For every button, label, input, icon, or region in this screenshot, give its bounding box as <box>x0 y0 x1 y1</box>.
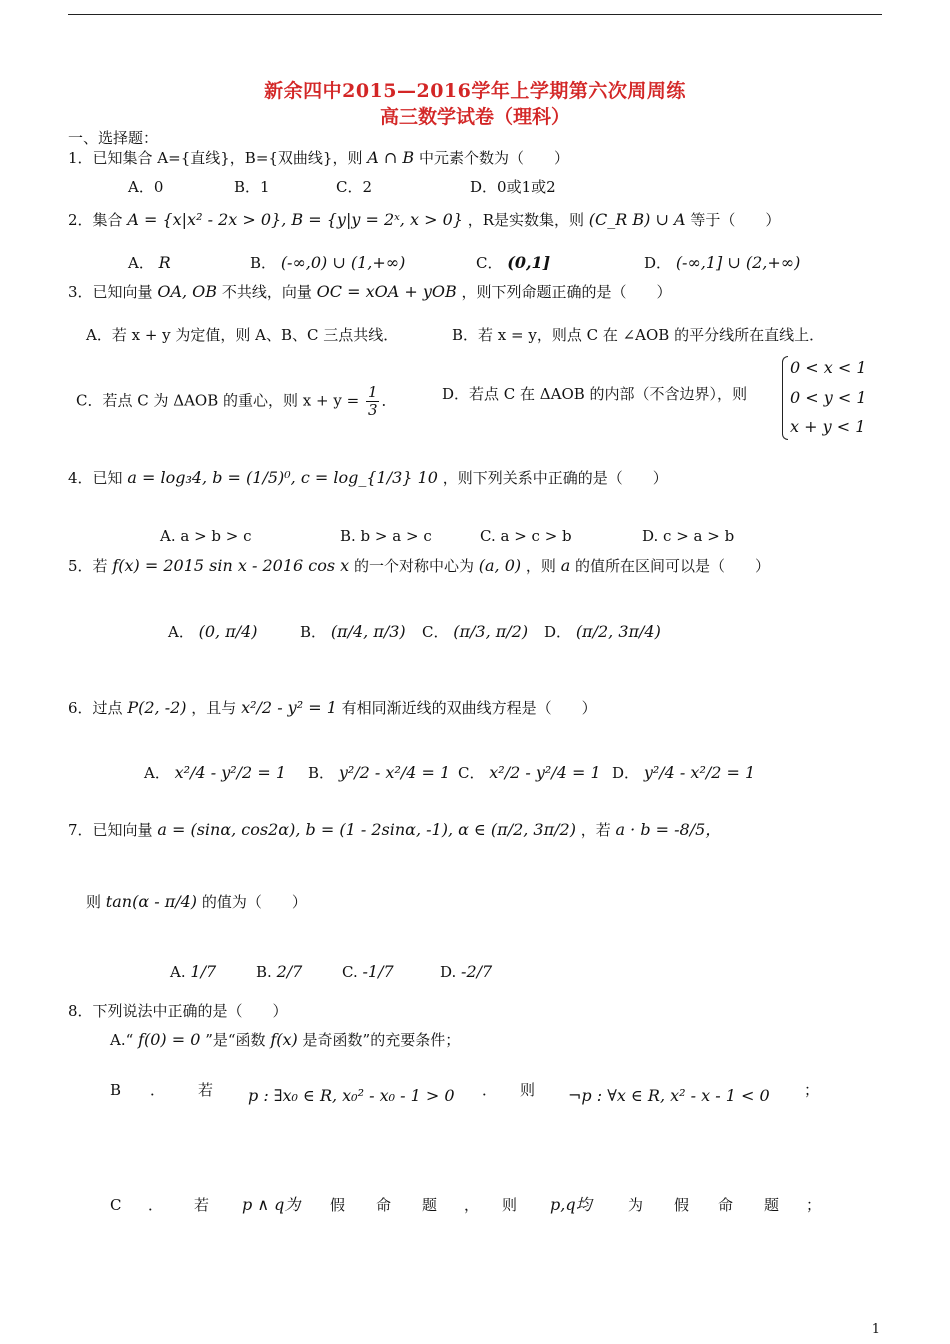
q2-stem-c: 等于（ ） <box>690 211 781 229</box>
q3-expr: OA, OB <box>157 282 218 301</box>
question-6 <box>68 698 597 718</box>
q5-option-a-label: A． <box>168 623 194 641</box>
q8-c-ti2: 题 <box>764 1196 780 1214</box>
q8-c-comma: ， <box>464 1196 480 1214</box>
q2-option-d-label: D． <box>644 254 672 272</box>
q7-line-2 <box>86 892 307 912</box>
q2-option-c-label: C． <box>476 254 503 272</box>
q8-option-a-1: A.“ <box>110 1031 134 1049</box>
q8-c-ze: 则 <box>502 1196 518 1214</box>
q3-expr2: OC = xOA + yOB <box>316 282 457 301</box>
q6-option-a-label: A． <box>144 764 170 782</box>
q3-option-b: B．若 x = y，则点 C 在 ∠AOB 的平分线所在直线上． <box>452 326 825 344</box>
q5-option-c-label: C． <box>422 623 449 641</box>
q8-c-ming: 命 <box>376 1196 392 1214</box>
q8-b-label: B <box>110 1081 122 1099</box>
q8-option-a-2: ”是“函数 <box>205 1031 266 1049</box>
q7-line2-b: 的值为（ ） <box>201 893 307 911</box>
q2-option-b <box>250 253 405 273</box>
q5-option-a <box>168 622 258 642</box>
q4-option-d: D. c > a > b <box>642 527 735 545</box>
q3-system-brace <box>782 356 788 440</box>
q6-stem-c: 有相同渐近线的双曲线方程是（ ） <box>341 699 597 717</box>
exam-subtitle: 高三数学试卷（理科） <box>379 106 570 128</box>
q2-option-b-label: B． <box>250 254 277 272</box>
q5-stem-c: ，则 <box>525 557 556 575</box>
q5-expr: f(x) = 2015 sin x - 2016 cos x <box>112 556 350 575</box>
q6-option-d <box>612 763 755 783</box>
q3-stem-a: 3．已知向量 <box>68 283 153 301</box>
q3-option-c-text: C．若点 C 为 ΔAOB 的重心，则 x + y = <box>76 391 360 410</box>
q1-option-c: C．2 <box>336 178 373 196</box>
q3-option-d: D．若点 C 在 ΔAOB 的内部（不含边界），则 <box>442 385 748 403</box>
q6-stem-b: ，且与 <box>191 699 237 717</box>
q8-c-dot: ． <box>148 1196 164 1214</box>
q7-line2-a: 则 <box>86 893 102 911</box>
q6-option-b-expr: y²/2 - x²/4 = 1 <box>338 763 451 782</box>
q8-b-expr-notp: ¬p : ∀x ∈ R, x² - x - 1 < 0 <box>568 1086 770 1105</box>
q8-c-pq: p ∧ q为 <box>242 1195 301 1214</box>
q1-stem-b: 中元素个数为（ ） <box>418 149 569 167</box>
q3-system-line-3: x + y < 1 <box>790 417 866 436</box>
q5-option-b-expr: (π/4, π/3) <box>330 622 406 641</box>
q3-system-line-2: 0 < y < 1 <box>790 388 867 407</box>
q5-option-b <box>300 622 406 642</box>
question-8: 8．下列说法中正确的是（ ） <box>68 1002 288 1020</box>
q8-option-a-expr2: f(x) <box>270 1030 298 1049</box>
section-heading: 一、选择题： <box>68 129 159 147</box>
q5-option-d-label: D． <box>544 623 572 641</box>
q8-c-pq2: p,q均 <box>550 1195 592 1214</box>
q8-b-ze: 则 <box>520 1081 536 1099</box>
q8-c-jia2: 假 <box>674 1196 690 1214</box>
q8-c-ruo: 若 <box>194 1196 210 1214</box>
q2-option-b-expr: (-∞,0) ∪ (1,+∞) <box>280 253 406 272</box>
q7-stem-b: ，若 <box>580 821 611 839</box>
q5-expr3: a <box>560 556 571 575</box>
q2-option-c-expr: (0,1] <box>507 253 551 272</box>
q3-frac-num: 1 <box>367 383 378 401</box>
q2-stem-b: ，R是实数集，则 <box>467 211 585 229</box>
q8-c-ming2: 命 <box>718 1196 734 1214</box>
q3-stem-c: ，则下列命题正确的是（ ） <box>461 283 672 301</box>
q4-option-b: B. b > a > c <box>340 527 432 545</box>
q6-option-a <box>144 763 286 783</box>
q7-option-d-expr: -2/7 <box>461 962 493 981</box>
q2-option-d <box>644 253 800 273</box>
q8-c-semicolon: ； <box>806 1196 822 1214</box>
q1-option-b: B．1 <box>234 178 270 196</box>
q6-expr2: x²/2 - y² = 1 <box>241 698 337 717</box>
q8-b-ruo: 若 <box>198 1081 214 1099</box>
q5-option-a-expr: (0, π/4) <box>198 622 258 641</box>
exam-title: 新余四中2015—2016学年上学期第六次周周练 <box>264 80 686 102</box>
header-rule <box>68 14 882 15</box>
q5-option-c <box>422 622 528 642</box>
q3-frac-den: 3 <box>367 401 378 419</box>
q6-option-b-label: B． <box>308 764 335 782</box>
q7-option-d-label: D. <box>440 963 457 981</box>
q5-stem-d: 的值所在区间可以是（ ） <box>575 557 771 575</box>
q5-expr2: (a, 0) <box>478 556 522 575</box>
question-5 <box>68 556 770 576</box>
q8-option-a-expr: f(0) = 0 <box>138 1030 201 1049</box>
q1-expr: A ∩ B <box>367 148 415 167</box>
q7-option-a-label: A. <box>170 963 186 981</box>
q7-option-d <box>440 962 492 982</box>
q7-option-c <box>342 962 394 982</box>
q7-expr2: a · b = -8/5， <box>615 820 722 839</box>
q7-option-c-label: C. <box>342 963 358 981</box>
q3-system-line-1: 0 < x < 1 <box>790 358 867 377</box>
q7-expr3: tan(α - π/4) <box>105 892 198 911</box>
q1-stem-a: 1．已知集合 A={直线}，B={双曲线}，则 <box>68 149 363 167</box>
q7-option-a <box>170 962 216 982</box>
q6-option-b <box>308 763 450 783</box>
q8-option-a <box>110 1030 460 1050</box>
q4-option-c: C. a > c > b <box>480 527 572 545</box>
q2-expr: A = {x|x² - 2x > 0}, B = {y|y = 2ˣ, x > 0} <box>127 210 463 229</box>
q8-b-expr-p: p : ∃x₀ ∈ R, x₀² - x₀ - 1 > 0 <box>248 1086 455 1105</box>
q7-option-a-expr: 1/7 <box>190 962 217 981</box>
q8-c-label: C <box>110 1196 122 1214</box>
question-2 <box>68 210 780 230</box>
q8-option-a-3: 是奇函数”的充要条件； <box>302 1031 461 1049</box>
q7-expr: a = (sinα, cos2α), b = (1 - 2sinα, -1), α ∈ (π/2, 3π/2) <box>157 820 576 839</box>
q4-option-a: A. a > b > c <box>160 527 252 545</box>
q2-option-a-label: A． <box>128 254 154 272</box>
q6-option-d-label: D． <box>612 764 640 782</box>
q3-option-c: C．若点 C 为 ΔAOB 的重心，则 x + y = $\frac{1}{3}$ ． <box>76 383 397 419</box>
q6-expr: P(2, -2) <box>127 698 187 717</box>
q6-option-c-label: C． <box>458 764 485 782</box>
q2-option-a <box>128 253 171 273</box>
q7-stem-a: 7．已知向量 <box>68 821 153 839</box>
q5-option-c-expr: (π/3, π/2) <box>453 622 529 641</box>
question-7 <box>68 820 721 840</box>
q8-b-dot: ． <box>150 1081 166 1099</box>
q3-stem-b: 不共线，向量 <box>221 283 312 301</box>
q4-stem-b: ，则下列关系中正确的是（ ） <box>442 469 668 487</box>
q6-option-c-expr: x²/2 - y²/4 = 1 <box>489 763 601 782</box>
q2-option-c <box>476 253 550 273</box>
q2-expr2: (C_R B) ∪ A <box>588 210 686 229</box>
q8-c-wei: 为 <box>628 1196 644 1214</box>
q6-option-a-expr: x²/4 - y²/2 = 1 <box>174 763 286 782</box>
q6-option-c <box>458 763 601 783</box>
q8-b-dot2: ． <box>482 1081 498 1099</box>
q7-option-b-expr: 2/7 <box>276 962 303 981</box>
q5-stem-a: 5．若 <box>68 557 108 575</box>
q2-option-d-expr: (-∞,1] ∪ (2,+∞) <box>675 253 801 272</box>
q8-b-semicolon: ； <box>804 1081 820 1099</box>
q1-option-d: D．0或1或2 <box>470 178 556 196</box>
q6-option-d-expr: y²/4 - x²/2 = 1 <box>643 763 756 782</box>
q7-option-b-label: B. <box>256 963 272 981</box>
page-number: 1 <box>871 1322 880 1337</box>
q5-stem-b: 的一个对称中心为 <box>353 557 474 575</box>
q4-expr: a = log₃4, b = (1/5)⁰, c = log_{1/3} 10 <box>127 468 438 487</box>
q8-c-jia: 假 <box>330 1196 346 1214</box>
q1-option-a: A．0 <box>128 178 164 196</box>
question-1 <box>68 148 569 168</box>
q5-option-d-expr: (π/2, 3π/4) <box>575 622 661 641</box>
q7-option-c-expr: -1/7 <box>362 962 394 981</box>
q5-option-b-label: B． <box>300 623 327 641</box>
q8-c-ti: 题 <box>422 1196 438 1214</box>
q4-stem-a: 4．已知 <box>68 469 123 487</box>
question-3 <box>68 282 672 302</box>
q7-option-b <box>256 962 302 982</box>
q6-stem-a: 6．过点 <box>68 699 123 717</box>
q2-option-a-expr: R <box>158 253 171 272</box>
q5-option-d <box>544 622 661 642</box>
q2-stem-a: 2．集合 <box>68 211 123 229</box>
q3-option-c-fraction <box>366 384 380 419</box>
q3-option-a: A．若 x + y 为定值，则 A、B、C 三点共线． <box>86 326 399 344</box>
question-4 <box>68 468 668 488</box>
